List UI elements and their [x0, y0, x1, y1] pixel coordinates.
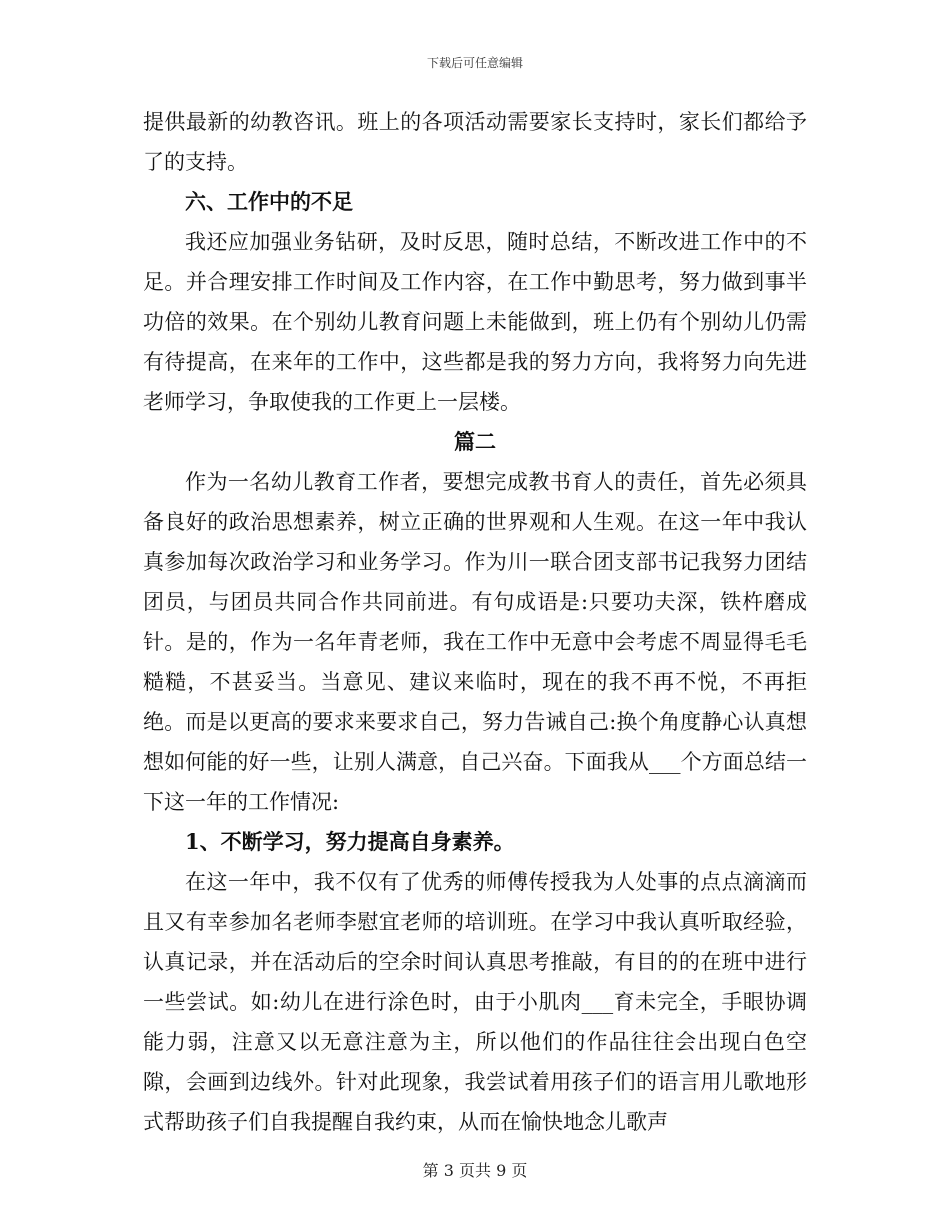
part-title: 篇二 [454, 429, 496, 454]
paragraph-shortcomings: 我还应加强业务钻研，及时反思，随时总结，不断改进工作中的不足。并合理安排工作时间及工作内容，在工作中勤思考，努力做到事半功倍的效果。在个别幼儿教育问题上未能做到，班上仍有个别幼儿仍需有待提高，在来年的工作中，这些都是我的努力方向，我将努力向先进老师学习，争取使我的工作更上一层楼。 [143, 230, 807, 414]
paragraph-learning: 在这一年中，我不仅有了优秀的师傅传授我为人处事的点点滴滴而且又有幸参加名老师李慰宜老师的培训班。在学习中我认真听取经验，认真记录，并在活动后的空余时间认真思考推敲，有目的的在班中进行一些尝试。如:幼儿在进行涂色时，由于小肌肉___育未完全，手眼协调能力弱，注意又以无意注意为主，所以他们的作品往往会出现白色空隙，会画到边线外。针对此现象，我尝试着用孩子们的语言用儿歌地形式帮助孩子们自我提醒自我约束，从而在愉快地念儿歌声 [143, 870, 807, 1134]
section-heading-shortcomings: 六、工作中的不足 [185, 189, 353, 214]
paragraph-intro: 作为一名幼儿教育工作者，要想完成教书育人的责任，首先必须具备良好的政治思想素养，树立正确的世界观和人生观。在这一年中我认真参加每次政治学习和业务学习。作为川一联合团支部书记我努力团结团员，与团员共同合作共同前进。有句成语是:只要功夫深，铁杵磨成针。是的，作为一名年青老师，我在工作中无意中会考虑不周显得毛毛糙糙，不甚妥当。当意见、建议来临时，现在的我不再不悦，不再拒绝。而是以更高的要求来要求自己，努力告诫自己:换个角度静心认真想想如何能的好一些，让别人满意，自己兴奋。下面我从___个方面总结一下这一年的工作情况: [143, 470, 807, 814]
page-header-note: 下载后可任意编辑 [426, 56, 523, 70]
document-body [143, 102, 807, 1142]
paragraph-continuation: 提供最新的幼教咨讯。班上的各项活动需要家长支持时，家长们都给予了的支持。 [143, 110, 807, 174]
page-number: 第 3 页共 9 页 [422, 1161, 528, 1180]
section-heading-learning: 1、不断学习，努力提高自身素养。 [185, 829, 515, 854]
